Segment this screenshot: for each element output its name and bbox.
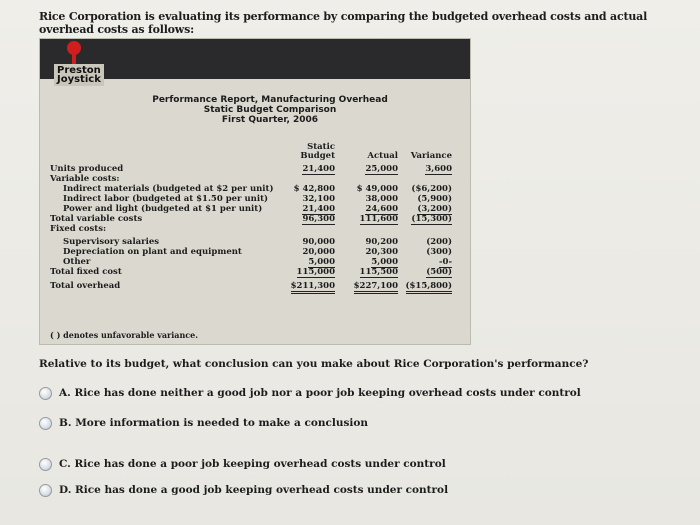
report-row: Supervisory salaries 90,000 90,200 (200) — [63, 237, 452, 247]
report-row: Variable costs: — [50, 174, 120, 184]
col-head-budget: Static Budget — [300, 142, 335, 161]
report-row: Indirect labor (budgeted at $1.50 per unit) 32,100 38,000 (5,900) — [63, 194, 452, 204]
report-row: Indirect materials (budgeted at $2 per unit) $ 42,800 $ 49,000 ($6,200) — [63, 184, 452, 194]
unfavorable-variance-note: ( ) denotes unfavorable variance. — [50, 330, 199, 340]
radio-b[interactable] — [39, 417, 52, 430]
report-row: Other 5,000 5,000 -0- — [63, 257, 452, 267]
report-row: Depreciation on plant and equipment 20,000 20,300 (300) — [63, 247, 452, 257]
report-row: Power and light (budgeted at $1 per unit) 21,400 24,600 (3,200) — [63, 204, 452, 214]
option-c[interactable]: C. Rice has done a poor job keeping overhead costs under control — [39, 455, 599, 473]
report-row: Total fixed cost 115,000 115,500 (500) — [50, 267, 452, 277]
report-header-band — [40, 39, 470, 79]
question-text: Relative to its budget, what conclusion can you make about Rice Corporation's performance? — [39, 358, 589, 370]
logo-line-2: Joystick — [57, 74, 101, 85]
option-d[interactable]: D. Rice has done a good job keeping overhead costs under control — [39, 481, 599, 499]
intro-text: Rice Corporation is evaluating its performance by comparing the budgeted overhead costs and actual overhead costs as follows: — [39, 10, 648, 36]
logo-line-1: Preston — [57, 65, 101, 76]
report-title: Performance Report, Manufacturing Overhead — [152, 95, 388, 105]
report-row: Fixed costs: — [50, 224, 107, 234]
radio-a[interactable] — [39, 387, 52, 400]
report-row: Total variable costs 96,300 111,600 (15,300) — [50, 214, 452, 224]
option-a[interactable]: A. Rice has done neither a good job nor a poor job keeping overhead costs under control — [39, 384, 599, 402]
performance-report-image — [39, 38, 471, 345]
joystick-logo-icon — [63, 40, 85, 66]
report-period: First Quarter, 2006 — [221, 115, 319, 125]
option-b[interactable]: B. More information is needed to make a conclusion — [39, 414, 599, 432]
col-head-variance: Variance — [410, 151, 452, 161]
logo-wordmark — [54, 64, 104, 86]
report-title-block — [140, 95, 400, 125]
radio-c[interactable] — [39, 458, 52, 471]
col-head-actual: Actual — [367, 151, 398, 161]
report-row: Total overhead $211,300 $227,100 ($15,800) — [50, 281, 465, 291]
radio-d[interactable] — [39, 484, 52, 497]
report-row: Units produced 21,400 25,000 3,600 — [50, 164, 452, 174]
report-subtitle: Static Budget Comparison — [203, 105, 337, 115]
